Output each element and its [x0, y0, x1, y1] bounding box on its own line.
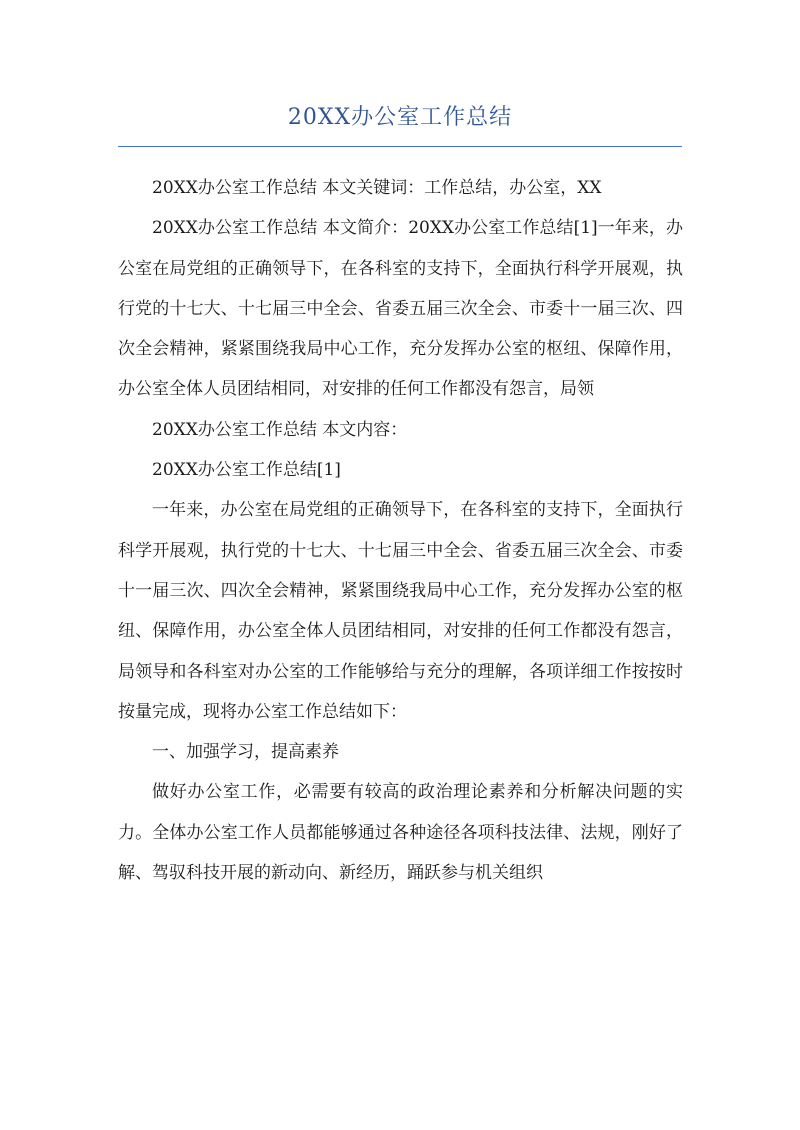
section-heading: 一、加强学习，提高素养: [152, 742, 339, 763]
document-title: 20XX办公室工作总结: [287, 105, 513, 130]
summary-paragraph: 20XX办公室工作总结 本文简介：20XX办公室工作总结[1]一年来，办公室在局党组的正确领导下，在各科室的支持下，全面执行科学开展观，执行党的十七大、十七届三中全会、省委五届三次全会、市委十一届三次、四次全会精神，紧紧围绕我局中心工作，充分发挥办公室的枢纽、保障作用，办公室全体人员团结相同，对安排的任何工作都没有怨言，局领: [118, 218, 683, 400]
document-body: [118, 168, 683, 893]
intro-paragraph: 一年来，办公室在局党组的正确领导下，在各科室的支持下，全面执行科学开展观，执行党的十七大、十七届三中全会、省委五届三次全会、市委十一届三次、四次全会精神，紧紧围绕我局中心工作，充分发挥办公室的枢纽、保障作用，办公室全体人员团结相同，对安排的任何工作都没有怨言，局领导和各科室对办公室的工作能够给与充分的理解，各项详细工作按按时按量完成，现将办公室工作总结如下：: [118, 500, 683, 722]
body-paragraph: 做好办公室工作，必需要有较高的政治理论素养和分析解决问题的实力。全体办公室工作人员都能够通过各种途径各项科技法律、法规，刚好了解、驾驭科技开展的新动向、新经历，踊跃参与机关组织: [118, 782, 683, 884]
title-underline: [118, 146, 682, 147]
keywords-paragraph: 20XX办公室工作总结 本文关键词：工作总结，办公室，XX: [152, 178, 602, 198]
content-label-paragraph: 20XX办公室工作总结 本文内容：: [152, 419, 408, 440]
section-title-paragraph: 20XX办公室工作总结[1]: [152, 460, 341, 481]
